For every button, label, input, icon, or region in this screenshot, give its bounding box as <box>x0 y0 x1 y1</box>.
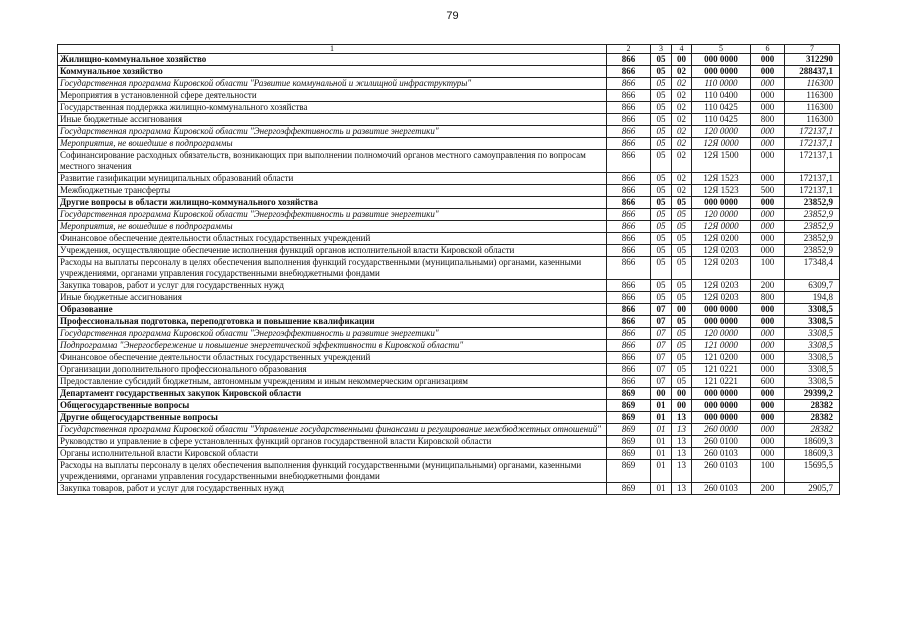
row-code-expense-type: 000 <box>751 54 785 66</box>
table-row <box>58 460 840 483</box>
table-row <box>58 436 840 448</box>
column-number-6: 6 <box>751 45 785 54</box>
row-code-target: 260 0000 <box>692 424 751 436</box>
row-code-expense-type: 000 <box>751 173 785 185</box>
table-row <box>58 150 840 173</box>
row-code-section: 07 <box>651 340 672 352</box>
row-code-section: 05 <box>651 233 672 245</box>
row-amount: 2905,7 <box>785 483 840 495</box>
row-amount: 23852,9 <box>785 209 840 221</box>
row-name: Мероприятия в установленной сфере деятельности <box>58 90 607 102</box>
row-code-subsection: 02 <box>672 185 692 197</box>
row-code-subsection: 00 <box>672 400 692 412</box>
table-row <box>58 173 840 185</box>
row-name: Иные бюджетные ассигнования <box>58 114 607 126</box>
row-code-subsection: 13 <box>672 424 692 436</box>
row-code-section: 05 <box>651 78 672 90</box>
row-code-ministry: 866 <box>607 209 651 221</box>
row-code-section: 05 <box>651 66 672 78</box>
table-row <box>58 280 840 292</box>
row-amount: 18609,3 <box>785 436 840 448</box>
row-amount: 15695,5 <box>785 460 840 483</box>
row-code-subsection: 02 <box>672 114 692 126</box>
row-code-expense-type: 000 <box>751 424 785 436</box>
row-amount: 17348,4 <box>785 257 840 280</box>
row-code-ministry: 866 <box>607 66 651 78</box>
row-code-target: 12Я 1500 <box>692 150 751 173</box>
row-code-expense-type: 600 <box>751 376 785 388</box>
row-name: Расходы на выплаты персоналу в целях обеспечения выполнения функций государственными (муниципальными) органами, казенными учреждениями, органами управления государственными внебюджетными фондами <box>58 257 607 280</box>
table-row <box>58 257 840 280</box>
row-code-target: 121 0000 <box>692 340 751 352</box>
table-row <box>58 340 840 352</box>
row-name: Мероприятия, не вошедшие в подпрограммы <box>58 138 607 150</box>
row-code-ministry: 869 <box>607 412 651 424</box>
row-code-ministry: 866 <box>607 185 651 197</box>
row-code-target: 000 0000 <box>692 66 751 78</box>
row-code-section: 00 <box>651 388 672 400</box>
row-name: Государственная программа Кировской области "Энергоэффективность и развитие энергетики" <box>58 126 607 138</box>
row-code-expense-type: 000 <box>751 412 785 424</box>
table-row <box>58 364 840 376</box>
row-code-target: 110 0000 <box>692 78 751 90</box>
table-row <box>58 78 840 90</box>
row-code-target: 000 0000 <box>692 316 751 328</box>
row-name: Государственная программа Кировской области "Развитие коммунальной и жилищной инфраструктуры" <box>58 78 607 90</box>
row-amount: 18609,3 <box>785 448 840 460</box>
row-code-expense-type: 000 <box>751 66 785 78</box>
row-code-section: 05 <box>651 102 672 114</box>
column-number-4: 4 <box>672 45 692 54</box>
table-row <box>58 388 840 400</box>
row-code-ministry: 866 <box>607 376 651 388</box>
row-code-subsection: 05 <box>672 316 692 328</box>
row-code-ministry: 869 <box>607 483 651 495</box>
row-amount: 3308,5 <box>785 304 840 316</box>
row-code-target: 000 0000 <box>692 197 751 209</box>
row-code-subsection: 05 <box>672 280 692 292</box>
row-code-target: 12Я 0000 <box>692 138 751 150</box>
row-code-expense-type: 000 <box>751 364 785 376</box>
row-code-section: 07 <box>651 376 672 388</box>
row-amount: 23852,9 <box>785 221 840 233</box>
row-code-subsection: 05 <box>672 352 692 364</box>
table-row <box>58 54 840 66</box>
row-name: Другие вопросы в области жилищно-коммунального хозяйства <box>58 197 607 209</box>
row-name: Государственная программа Кировской области "Энергоэффективность и развитие энергетики" <box>58 209 607 221</box>
row-code-target: 12Я 0000 <box>692 221 751 233</box>
row-amount: 23852,9 <box>785 245 840 257</box>
row-code-subsection: 05 <box>672 292 692 304</box>
row-code-section: 01 <box>651 460 672 483</box>
row-code-section: 05 <box>651 150 672 173</box>
row-code-section: 05 <box>651 138 672 150</box>
row-code-target: 12Я 1523 <box>692 185 751 197</box>
row-code-subsection: 05 <box>672 233 692 245</box>
row-code-target: 12Я 0203 <box>692 257 751 280</box>
row-code-target: 120 0000 <box>692 209 751 221</box>
row-amount: 172137,1 <box>785 138 840 150</box>
row-amount: 28382 <box>785 400 840 412</box>
row-code-section: 05 <box>651 292 672 304</box>
row-code-expense-type: 000 <box>751 316 785 328</box>
budget-table <box>57 44 840 495</box>
row-code-target: 000 0000 <box>692 54 751 66</box>
row-amount: 29399,2 <box>785 388 840 400</box>
row-code-ministry: 866 <box>607 292 651 304</box>
row-name: Государственная программа Кировской области "Управление государственными финансами и регулирование межбюджетных отношений" <box>58 424 607 436</box>
table-row <box>58 412 840 424</box>
table-row <box>58 328 840 340</box>
row-code-section: 01 <box>651 436 672 448</box>
table-row <box>58 102 840 114</box>
row-code-target: 12Я 0200 <box>692 233 751 245</box>
row-code-subsection: 00 <box>672 54 692 66</box>
row-code-ministry: 866 <box>607 364 651 376</box>
row-code-section: 05 <box>651 90 672 102</box>
row-code-ministry: 866 <box>607 316 651 328</box>
row-code-target: 260 0103 <box>692 460 751 483</box>
row-name: Финансовое обеспечение деятельности областных государственных учреждений <box>58 352 607 364</box>
table-row <box>58 400 840 412</box>
row-code-subsection: 00 <box>672 304 692 316</box>
row-code-expense-type: 500 <box>751 185 785 197</box>
row-code-ministry: 869 <box>607 460 651 483</box>
column-number-7: 7 <box>785 45 840 54</box>
row-amount: 23852,9 <box>785 233 840 245</box>
table-row <box>58 66 840 78</box>
row-code-expense-type: 800 <box>751 114 785 126</box>
row-code-target: 110 0400 <box>692 90 751 102</box>
row-code-ministry: 869 <box>607 448 651 460</box>
row-name: Развитие газификации муниципальных образований области <box>58 173 607 185</box>
row-name: Мероприятия, не вошедшие в подпрограммы <box>58 221 607 233</box>
row-amount: 23852,9 <box>785 197 840 209</box>
row-code-expense-type: 000 <box>751 448 785 460</box>
row-code-section: 01 <box>651 424 672 436</box>
row-code-expense-type: 000 <box>751 150 785 173</box>
row-code-section: 05 <box>651 126 672 138</box>
row-code-ministry: 869 <box>607 436 651 448</box>
row-code-ministry: 869 <box>607 424 651 436</box>
table-row <box>58 209 840 221</box>
row-code-target: 000 0000 <box>692 400 751 412</box>
row-code-section: 05 <box>651 54 672 66</box>
row-name: Профессиональная подготовка, переподготовка и повышение квалификации <box>58 316 607 328</box>
row-amount: 116300 <box>785 102 840 114</box>
row-code-ministry: 866 <box>607 78 651 90</box>
column-number-3: 3 <box>651 45 672 54</box>
row-code-section: 01 <box>651 448 672 460</box>
row-code-expense-type: 000 <box>751 78 785 90</box>
row-code-section: 07 <box>651 364 672 376</box>
row-code-expense-type: 200 <box>751 483 785 495</box>
table-row <box>58 233 840 245</box>
row-name: Государственная поддержка жилищно-коммунального хозяйства <box>58 102 607 114</box>
row-amount: 194,8 <box>785 292 840 304</box>
column-number-1: 1 <box>58 45 607 54</box>
row-code-subsection: 00 <box>672 388 692 400</box>
row-name: Коммунальное хозяйство <box>58 66 607 78</box>
row-code-section: 05 <box>651 173 672 185</box>
row-amount: 116300 <box>785 90 840 102</box>
row-code-section: 07 <box>651 316 672 328</box>
row-name: Финансовое обеспечение деятельности областных государственных учреждений <box>58 233 607 245</box>
row-code-section: 01 <box>651 483 672 495</box>
row-code-target: 260 0103 <box>692 448 751 460</box>
row-code-subsection: 13 <box>672 460 692 483</box>
row-code-section: 05 <box>651 114 672 126</box>
page-number: 79 <box>446 10 459 22</box>
row-name: Общегосударственные вопросы <box>58 400 607 412</box>
table-row <box>58 221 840 233</box>
row-code-ministry: 866 <box>607 233 651 245</box>
table-row <box>58 376 840 388</box>
row-code-subsection: 02 <box>672 102 692 114</box>
row-name: Закупка товаров, работ и услуг для государственных нужд <box>58 483 607 495</box>
row-name: Закупка товаров, работ и услуг для государственных нужд <box>58 280 607 292</box>
row-code-section: 05 <box>651 245 672 257</box>
row-code-expense-type: 000 <box>751 304 785 316</box>
column-number-row <box>58 45 840 54</box>
row-code-expense-type: 000 <box>751 340 785 352</box>
row-code-subsection: 05 <box>672 221 692 233</box>
row-code-subsection: 05 <box>672 209 692 221</box>
row-amount: 116300 <box>785 114 840 126</box>
table-row <box>58 126 840 138</box>
row-code-expense-type: 000 <box>751 328 785 340</box>
row-code-ministry: 866 <box>607 102 651 114</box>
row-code-subsection: 02 <box>672 138 692 150</box>
row-code-expense-type: 800 <box>751 292 785 304</box>
row-amount: 172137,1 <box>785 126 840 138</box>
row-code-section: 07 <box>651 352 672 364</box>
row-code-ministry: 866 <box>607 340 651 352</box>
row-code-expense-type: 100 <box>751 460 785 483</box>
row-code-ministry: 866 <box>607 173 651 185</box>
row-code-expense-type: 000 <box>751 126 785 138</box>
row-code-section: 05 <box>651 185 672 197</box>
row-code-target: 120 0000 <box>692 328 751 340</box>
row-code-ministry: 866 <box>607 328 651 340</box>
row-code-section: 07 <box>651 304 672 316</box>
row-name: Софинансирование расходных обязательств, возникающих при выполнении полномочий органов местного самоуправления по вопросам местного значения <box>58 150 607 173</box>
row-code-ministry: 866 <box>607 280 651 292</box>
row-code-target: 000 0000 <box>692 304 751 316</box>
row-code-expense-type: 000 <box>751 138 785 150</box>
row-amount: 6309,7 <box>785 280 840 292</box>
row-name: Организации дополнительного профессионального образования <box>58 364 607 376</box>
row-code-expense-type: 000 <box>751 197 785 209</box>
row-amount: 3308,5 <box>785 340 840 352</box>
row-code-expense-type: 000 <box>751 221 785 233</box>
row-code-section: 05 <box>651 221 672 233</box>
row-amount: 28382 <box>785 412 840 424</box>
row-code-expense-type: 000 <box>751 352 785 364</box>
row-code-subsection: 13 <box>672 483 692 495</box>
row-code-expense-type: 000 <box>751 245 785 257</box>
table-body <box>58 45 840 495</box>
row-code-target: 260 0100 <box>692 436 751 448</box>
row-amount: 288437,1 <box>785 66 840 78</box>
table-row <box>58 245 840 257</box>
row-code-target: 120 0000 <box>692 126 751 138</box>
row-name: Департамент государственных закупок Кировской области <box>58 388 607 400</box>
table-row <box>58 352 840 364</box>
row-code-target: 12Я 0203 <box>692 280 751 292</box>
row-code-target: 000 0000 <box>692 412 751 424</box>
row-code-subsection: 02 <box>672 150 692 173</box>
row-code-target: 12Я 1523 <box>692 173 751 185</box>
table-row <box>58 197 840 209</box>
row-code-ministry: 869 <box>607 400 651 412</box>
row-code-ministry: 866 <box>607 150 651 173</box>
table-row <box>58 304 840 316</box>
row-code-subsection: 05 <box>672 257 692 280</box>
row-name: Другие общегосударственные вопросы <box>58 412 607 424</box>
row-code-subsection: 02 <box>672 173 692 185</box>
row-code-ministry: 866 <box>607 114 651 126</box>
row-name: Предоставление субсидий бюджетным, автономным учреждениям и иным некоммерческим организациям <box>58 376 607 388</box>
row-code-subsection: 13 <box>672 448 692 460</box>
row-amount: 172137,1 <box>785 150 840 173</box>
row-code-section: 05 <box>651 197 672 209</box>
row-code-target: 121 0221 <box>692 364 751 376</box>
row-code-target: 110 0425 <box>692 114 751 126</box>
row-amount: 28382 <box>785 424 840 436</box>
row-name: Образование <box>58 304 607 316</box>
row-code-ministry: 866 <box>607 197 651 209</box>
row-code-ministry: 866 <box>607 245 651 257</box>
row-name: Иные бюджетные ассигнования <box>58 292 607 304</box>
row-code-subsection: 02 <box>672 78 692 90</box>
row-code-target: 260 0103 <box>692 483 751 495</box>
row-name: Межбюджетные трансферты <box>58 185 607 197</box>
row-code-ministry: 869 <box>607 388 651 400</box>
row-code-subsection: 05 <box>672 340 692 352</box>
table-row <box>58 138 840 150</box>
row-amount: 312290 <box>785 54 840 66</box>
row-code-subsection: 02 <box>672 90 692 102</box>
row-code-subsection: 13 <box>672 412 692 424</box>
row-code-expense-type: 000 <box>751 436 785 448</box>
row-name: Руководство и управление в сфере установленных функций органов государственной власти Кировской области <box>58 436 607 448</box>
row-code-ministry: 866 <box>607 221 651 233</box>
row-code-expense-type: 000 <box>751 233 785 245</box>
table-row <box>58 185 840 197</box>
row-code-target: 110 0425 <box>692 102 751 114</box>
row-amount: 3308,5 <box>785 316 840 328</box>
row-code-subsection: 05 <box>672 376 692 388</box>
row-code-expense-type: 200 <box>751 280 785 292</box>
row-name: Расходы на выплаты персоналу в целях обеспечения выполнения функций государственными (муниципальными) органами, казенными учреждениями, органами управления государственными внебюджетными фондами <box>58 460 607 483</box>
row-code-target: 000 0000 <box>692 388 751 400</box>
row-code-target: 12Я 0203 <box>692 245 751 257</box>
row-amount: 3308,5 <box>785 364 840 376</box>
row-code-subsection: 05 <box>672 328 692 340</box>
table-row <box>58 90 840 102</box>
row-code-expense-type: 000 <box>751 209 785 221</box>
row-code-target: 121 0200 <box>692 352 751 364</box>
table-row <box>58 114 840 126</box>
row-code-subsection: 05 <box>672 197 692 209</box>
row-code-expense-type: 000 <box>751 400 785 412</box>
row-code-ministry: 866 <box>607 257 651 280</box>
row-name: Жилищно-коммунальное хозяйство <box>58 54 607 66</box>
row-amount: 3308,5 <box>785 352 840 364</box>
row-code-expense-type: 000 <box>751 90 785 102</box>
row-name: Государственная программа Кировской области "Энергоэффективность и развитие энергетики" <box>58 328 607 340</box>
row-code-expense-type: 000 <box>751 388 785 400</box>
row-code-section: 05 <box>651 257 672 280</box>
row-code-expense-type: 100 <box>751 257 785 280</box>
row-code-subsection: 13 <box>672 436 692 448</box>
row-name: Учреждения, осуществляющие обеспечение исполнения функций органов исполнительной власти Кировской области <box>58 245 607 257</box>
row-code-ministry: 866 <box>607 90 651 102</box>
row-code-ministry: 866 <box>607 304 651 316</box>
row-code-ministry: 866 <box>607 126 651 138</box>
row-amount: 172137,1 <box>785 185 840 197</box>
row-code-section: 01 <box>651 400 672 412</box>
row-code-subsection: 05 <box>672 245 692 257</box>
table-row <box>58 424 840 436</box>
table-row <box>58 316 840 328</box>
row-code-expense-type: 000 <box>751 102 785 114</box>
row-code-target: 121 0221 <box>692 376 751 388</box>
row-code-subsection: 05 <box>672 364 692 376</box>
row-amount: 3308,5 <box>785 376 840 388</box>
row-code-section: 01 <box>651 412 672 424</box>
row-code-section: 05 <box>651 209 672 221</box>
row-code-target: 12Я 0203 <box>692 292 751 304</box>
row-code-ministry: 866 <box>607 54 651 66</box>
table-row <box>58 292 840 304</box>
row-amount: 116300 <box>785 78 840 90</box>
row-code-subsection: 02 <box>672 126 692 138</box>
row-code-section: 07 <box>651 328 672 340</box>
row-code-subsection: 02 <box>672 66 692 78</box>
row-code-section: 05 <box>651 280 672 292</box>
row-amount: 3308,5 <box>785 328 840 340</box>
row-name: Подпрограмма "Энергосбережение и повышение энергетической эффективности в Кировской области" <box>58 340 607 352</box>
row-amount: 172137,1 <box>785 173 840 185</box>
column-number-2: 2 <box>607 45 651 54</box>
row-name: Органы исполнительной власти Кировской области <box>58 448 607 460</box>
row-code-ministry: 866 <box>607 352 651 364</box>
row-code-ministry: 866 <box>607 138 651 150</box>
table-row <box>58 483 840 495</box>
table-row <box>58 448 840 460</box>
column-number-5: 5 <box>692 45 751 54</box>
